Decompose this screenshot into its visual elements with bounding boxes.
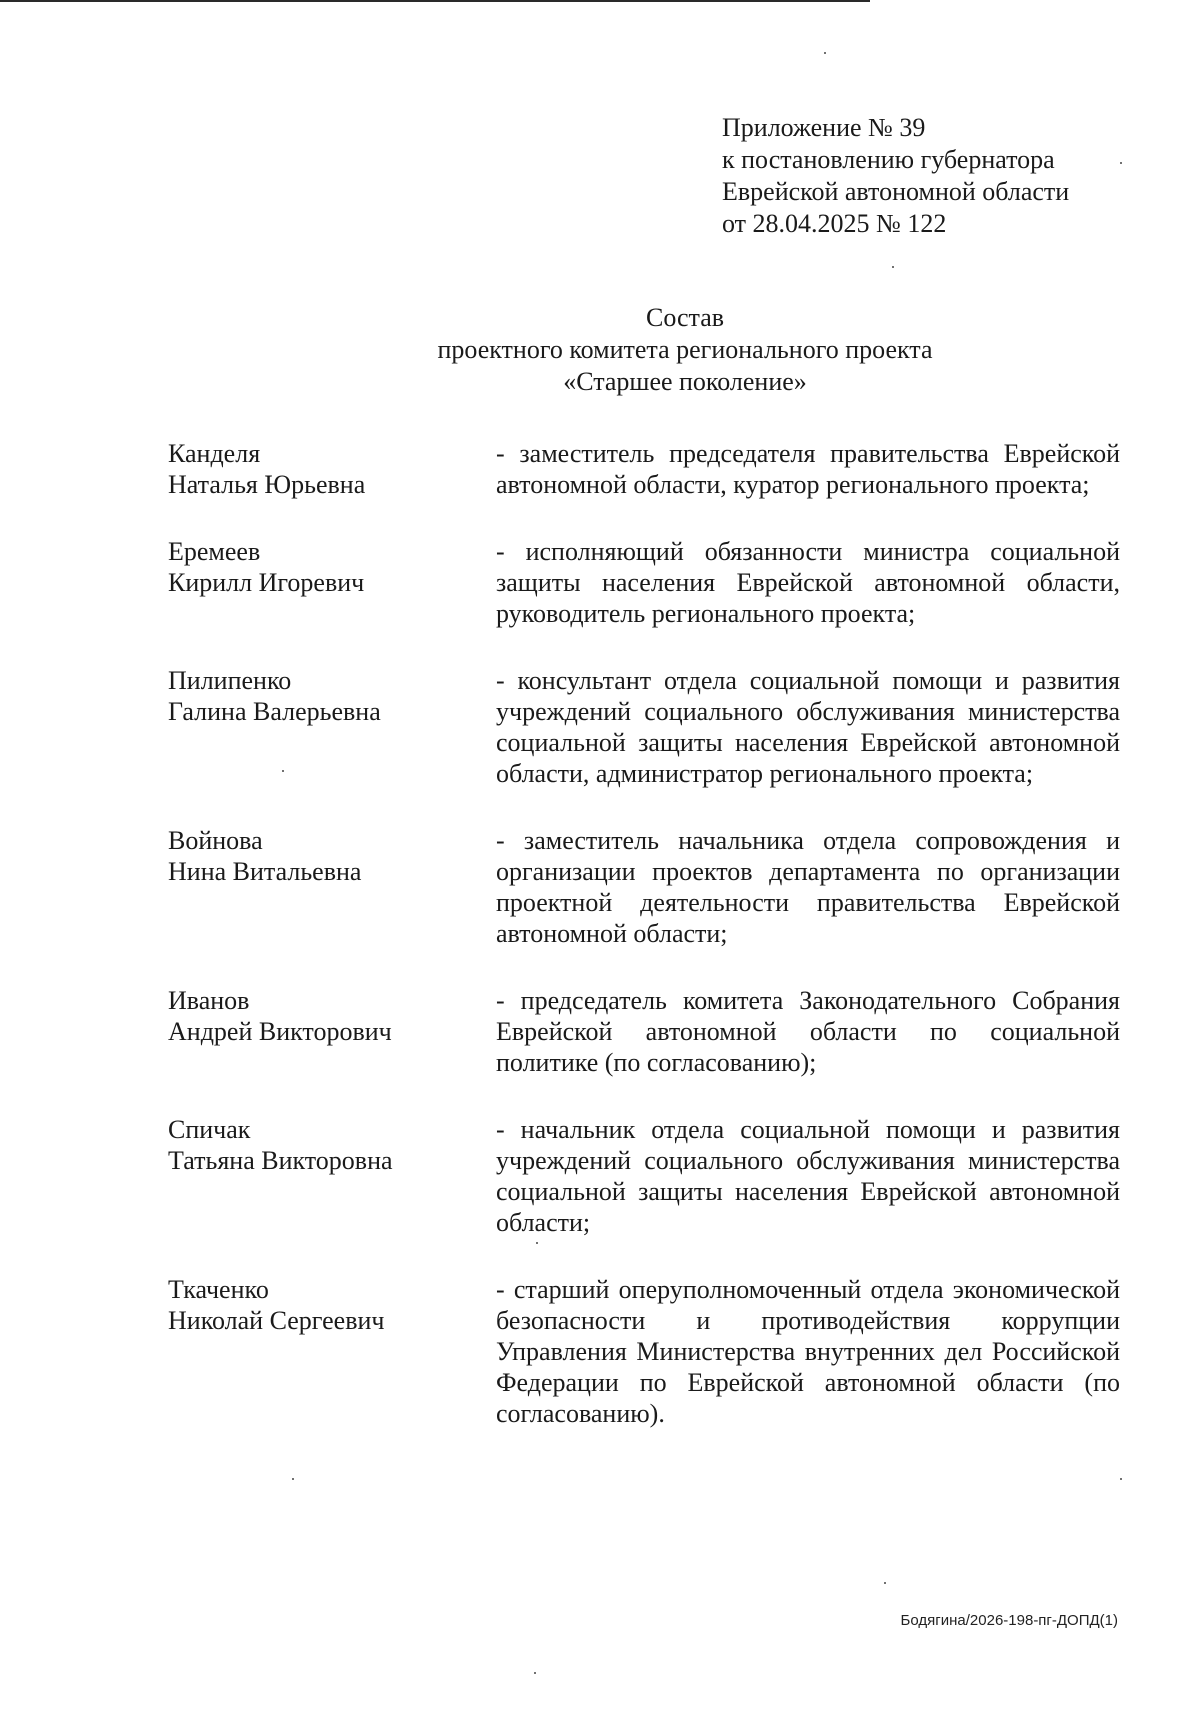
- member-role: - исполняющий обязанности министра социальной защиты населения Еврейской автономной области, руководитель регионального проекта;: [496, 537, 1120, 628]
- member-row: [168, 665, 1120, 789]
- member-surname: Ткаченко: [168, 1275, 269, 1304]
- committee-members-list: [168, 438, 1120, 1465]
- member-given-name: Николай Сергеевич: [168, 1306, 385, 1335]
- scan-speck: [824, 52, 826, 54]
- scan-speck: [1120, 1478, 1122, 1480]
- member-row: [168, 985, 1120, 1078]
- member-surname: Войнова: [168, 826, 263, 855]
- member-row: [168, 1274, 1120, 1429]
- member-surname: Канделя: [168, 439, 261, 468]
- appendix-header: [722, 112, 1069, 240]
- appendix-region: Еврейской автономной области: [722, 177, 1070, 206]
- member-name: [168, 985, 496, 1078]
- member-row: [168, 1114, 1120, 1238]
- document-footer-code: Бодягина/2026-198-пг-ДОПД(1): [900, 1612, 1118, 1629]
- document-title: [0, 302, 1200, 398]
- scan-speck: [292, 1478, 294, 1480]
- scan-speck: [282, 770, 284, 772]
- member-surname: Спичак: [168, 1115, 251, 1144]
- member-surname: Еремеев: [168, 537, 261, 566]
- member-name: [168, 1274, 496, 1429]
- member-given-name: Наталья Юрьевна: [168, 470, 366, 499]
- member-role: - заместитель начальника отдела сопровождения и организации проектов департамента по организации проектной деятельности правительства Еврейской автономной области;: [496, 826, 1120, 948]
- title-line-1: Состав: [645, 303, 725, 332]
- scan-speck: [892, 266, 894, 268]
- member-given-name: Кирилл Игоревич: [168, 568, 365, 597]
- member-role: - консультант отдела социальной помощи и развития учреждений социального обслуживания министерства социальной защиты населения Еврейской автономной области, администратор регионального проекта;: [496, 666, 1120, 788]
- member-row: [168, 825, 1120, 949]
- member-name: [168, 1114, 496, 1238]
- scan-top-border: [0, 0, 870, 2]
- scan-speck: [534, 1672, 536, 1674]
- member-name: [168, 825, 496, 949]
- member-name: [168, 438, 496, 500]
- title-line-3: «Старшее поколение»: [563, 367, 807, 396]
- appendix-number: Приложение № 39: [722, 113, 926, 142]
- scan-speck: [536, 1242, 538, 1244]
- appendix-date: от 28.04.2025 № 122: [722, 209, 947, 238]
- member-given-name: Нина Витальевна: [168, 857, 362, 886]
- member-name: [168, 665, 496, 789]
- scan-speck: [1120, 162, 1122, 164]
- member-role: - старший оперуполномоченный отдела экономической безопасности и противодействия коррупции Управления Министерства внутренних дел Российской Федерации по Еврейской автономной области (по согласованию).: [496, 1275, 1120, 1428]
- member-role: - заместитель председателя правительства Еврейской автономной области, куратор регионального проекта;: [496, 439, 1120, 499]
- member-given-name: Галина Валерьевна: [168, 697, 381, 726]
- member-surname: Пилипенко: [168, 666, 292, 695]
- member-role: - начальник отдела социальной помощи и развития учреждений социального обслуживания министерства социальной защиты населения Еврейской автономной области;: [496, 1115, 1120, 1237]
- title-line-2: проектного комитета регионального проекта: [437, 335, 933, 364]
- member-name: [168, 536, 496, 629]
- member-row: [168, 438, 1120, 500]
- scan-speck: [884, 1582, 886, 1584]
- member-row: [168, 536, 1120, 629]
- member-surname: Иванов: [168, 986, 250, 1015]
- member-given-name: Андрей Викторович: [168, 1017, 392, 1046]
- appendix-reference: к постановлению губернатора: [722, 145, 1055, 174]
- member-given-name: Татьяна Викторовна: [168, 1146, 393, 1175]
- member-role: - председатель комитета Законодательного Собрания Еврейской автономной области по социальной политике (по согласованию);: [496, 986, 1120, 1077]
